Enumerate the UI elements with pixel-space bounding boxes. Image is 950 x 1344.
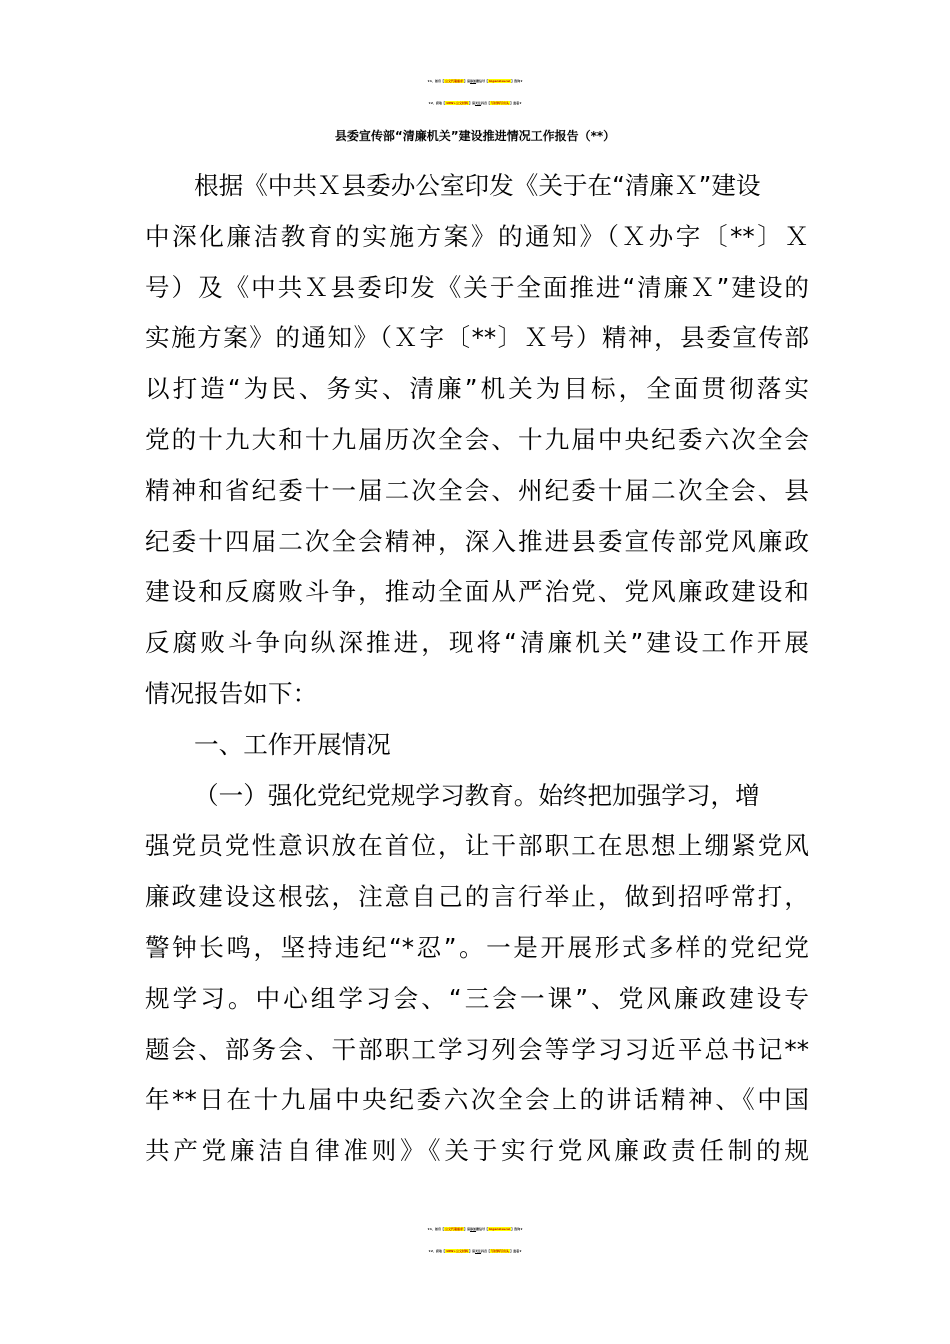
promo-text: 】查看★ xyxy=(510,101,522,105)
promo-text: ★1、如有【 xyxy=(427,79,444,83)
body-line: 规学习。中心组学习会、“三会一课”、党风廉政建设专 xyxy=(145,983,809,1013)
body-line: 共产党廉洁自律准则》《关于实行党风廉政责任制的规 xyxy=(145,1136,809,1166)
body-line: 建设和反腐败斗争，推动全面从严治党、党风廉政建设和 xyxy=(145,577,809,607)
promo-text: 抖音【 xyxy=(481,1249,491,1253)
body-line: 情况报告如下： xyxy=(145,678,318,708)
document-body xyxy=(145,161,809,1177)
promo-highlight: biganzisucai xyxy=(489,1227,511,1231)
body-line: 题会、部务会、干部职工学习列会等学习习近平总书记** xyxy=(145,1034,809,1064)
promo-text: 】请 xyxy=(464,1227,471,1231)
body-line: 以打造“为民、务实、清廉”机关为目标，全面贯彻落实 xyxy=(145,374,809,404)
body-line: 实施方案》的通知》（Ｘ字〔**〕Ｘ号）精神，县委宣传部 xyxy=(145,323,809,353)
promo-text: 】请 xyxy=(464,79,471,83)
body-line: 警钟长鸣，坚持违纪“*忍”。一是开展形式多样的党纪党 xyxy=(145,932,809,962)
promo-text: ★1、如有【 xyxy=(427,1227,444,1231)
promo-text: 】查看★ xyxy=(510,1249,522,1253)
promo-highlight: 公文代笔需求 xyxy=(445,79,464,83)
body-line: 廉政建设这根弦，注意自己的言行举止，做到招呼常打， xyxy=(145,882,809,912)
promo-line-2 xyxy=(0,92,950,114)
body-line: 号）及《中共Ｘ县委印发《关于全面推进“清廉Ｘ”建设的 xyxy=(145,272,809,302)
promo-underline: 添加 xyxy=(470,79,477,83)
promo-banner-top xyxy=(0,70,950,114)
promo-text: 】咨询★ xyxy=(511,79,523,83)
promo-highlight: 10W+公文材料 xyxy=(446,1249,468,1253)
promo-highlight: 10W+公文材料 xyxy=(446,101,468,105)
promo-underline: 关注 xyxy=(475,101,482,105)
body-line: 年**日在十九届中央纪委六次全会上的讲话精神、《中国 xyxy=(145,1085,809,1115)
promo-highlight: 写材料写出头 xyxy=(491,101,510,105)
promo-underline: 添加 xyxy=(470,1227,477,1231)
promo-text: 微信号【 xyxy=(476,1227,489,1231)
promo-text: 抖音【 xyxy=(481,101,491,105)
promo-line-1 xyxy=(0,70,950,92)
subsection-heading-line: （一）强化党纪党规学习教育。始终把加强学习，增 xyxy=(194,780,760,810)
body-line: 中深化廉洁教育的实施方案》的通知》（Ｘ办字〔**〕Ｘ xyxy=(145,221,809,251)
body-line: 纪委十四届二次全会精神，深入推进县委宣传部党风廉政 xyxy=(145,526,809,556)
promo-underline: 关注 xyxy=(475,1249,482,1253)
promo-text: 】请 xyxy=(469,101,476,105)
body-line: 根据《中共Ｘ县委办公室印发《关于在“清廉Ｘ”建设 xyxy=(194,171,761,200)
promo-text: 】请 xyxy=(469,1249,476,1253)
document-title: 县委宣传部“清廉机关”建设推进情况工作报告（**） xyxy=(334,129,616,143)
promo-line-2 xyxy=(0,1240,950,1262)
promo-text: 】咨询★ xyxy=(511,1227,523,1231)
promo-line-1 xyxy=(0,1218,950,1240)
body-line: 反腐败斗争向纵深推进，现将“清廉机关”建设工作开展 xyxy=(145,628,809,658)
promo-banner-bottom xyxy=(0,1218,950,1262)
promo-highlight: biganzisucai xyxy=(489,79,511,83)
promo-highlight: 公文代笔需求 xyxy=(445,1227,464,1231)
promo-highlight: 写材料写出头 xyxy=(491,1249,510,1253)
body-line: 党的十九大和十九届历次全会、十九届中央纪委六次全会 xyxy=(145,424,809,454)
promo-text: ★2、获取【 xyxy=(428,101,445,105)
body-line: 精神和省纪委十一届二次全会、州纪委十届二次全会、县 xyxy=(145,475,809,505)
section-heading: 一、工作开展情况 xyxy=(194,729,391,759)
promo-text: 微信号【 xyxy=(476,79,489,83)
body-line: 强党员党性意识放在首位，让干部职工在思想上绷紧党风 xyxy=(145,831,809,861)
promo-text: ★2、获取【 xyxy=(428,1249,445,1253)
